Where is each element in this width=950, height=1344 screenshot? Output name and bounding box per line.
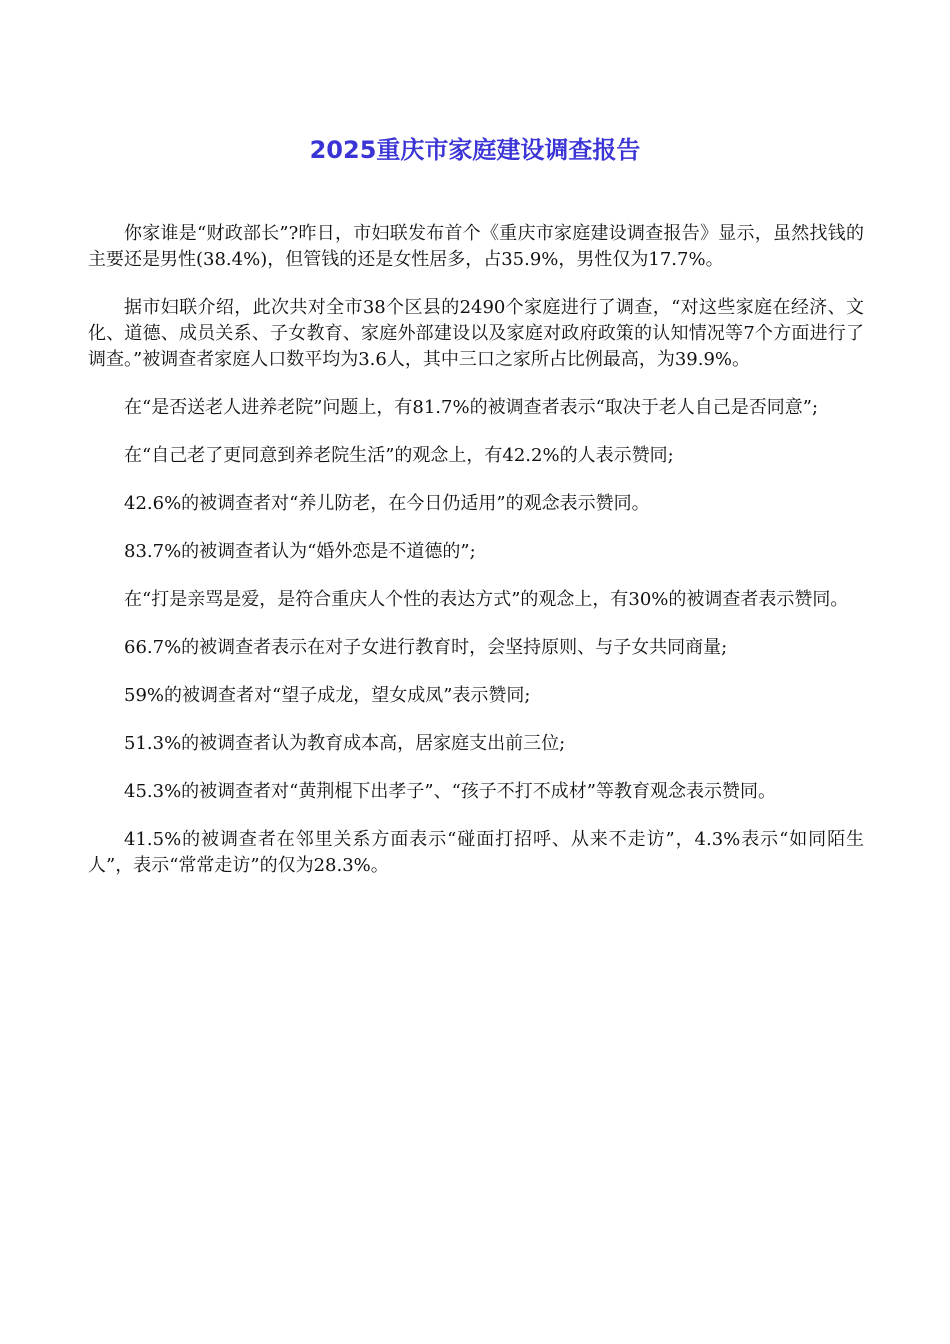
paragraph: 42.6%的被调查者对“养儿防老，在今日仍适用”的观念表示赞同。 — [124, 493, 650, 514]
paragraph: 41.5%的被调查者在邻里关系方面表示“碰面打招呼、从来不走访”，4.3%表示“如同陌生人”，表示“常常走访”的仅为28.3%。 — [88, 829, 864, 876]
document-title: 2025重庆市家庭建设调查报告 — [309, 136, 641, 164]
paragraph: 据市妇联介绍，此次共对全市38个区县的2490个家庭进行了调查，“对这些家庭在经济、文化、道德、成员关系、子女教育、家庭外部建设以及家庭对政府政策的认知情况等7个方面进行了调查。”被调查者家庭人口数平均为3.6人，其中三口之家所占比例最高，为39.9%。 — [88, 297, 864, 370]
paragraph: 在“是否送老人进养老院”问题上，有81.7%的被调查者表示“取决于老人自己是否同意”; — [124, 397, 819, 418]
paragraph: 66.7%的被调查者表示在对子女进行教育时，会坚持原则、与子女共同商量; — [124, 637, 728, 658]
paragraph: 45.3%的被调查者对“黄荆棍下出孝子”、“孩子不打不成材”等教育观念表示赞同。 — [124, 781, 776, 802]
paragraph: 59%的被调查者对“望子成龙，望女成凤”表示赞同; — [124, 685, 531, 706]
paragraph: 51.3%的被调查者认为教育成本高，居家庭支出前三位; — [124, 733, 566, 754]
paragraph: 在“打是亲骂是爱，是符合重庆人个性的表达方式”的观念上，有30%的被调查者表示赞同。 — [124, 589, 849, 610]
document-body — [88, 221, 864, 901]
paragraph: 在“自己老了更同意到养老院生活”的观念上，有42.2%的人表示赞同; — [124, 445, 674, 466]
paragraph: 83.7%的被调查者认为“婚外恋是不道德的”; — [124, 541, 476, 562]
paragraph: 你家谁是“财政部长”?昨日，市妇联发布首个《重庆市家庭建设调查报告》显示，虽然找钱的主要还是男性(38.4%)，但管钱的还是女性居多，占35.9%，男性仅为17.7%。 — [88, 223, 864, 270]
